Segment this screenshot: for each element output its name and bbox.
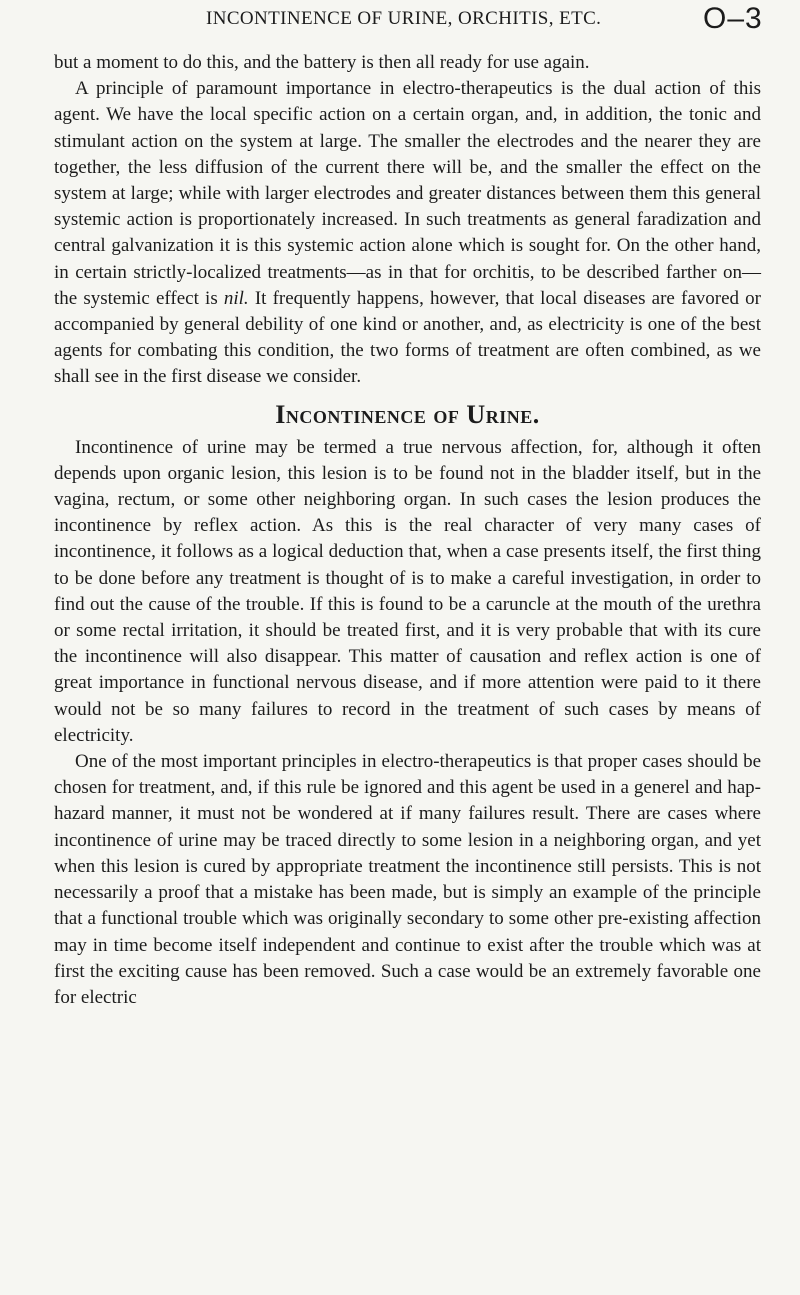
paragraph-dual-action-text-b: It frequently happens, however, that local diseases are favored or accompanied by general debility of one kind or another, and, as electricity is one of the best agents for combating this condition, the two forms of treatment are often combined, as we shall see in the first disease we consider. [54, 287, 761, 388]
page-number: O–3 [703, 2, 763, 35]
section-heading: Incontinence of Urine. [275, 399, 540, 429]
paragraph-dual-action-text-a: A principle of paramount importance in electro-therapeutics is the dual action of this agent. We have the local specific action on a certain organ, and, in addition, the tonic and stimulant action on the system at large. The smaller the electrodes and the nearer they are together, the less diffusion of the current there will be, and the smaller the effect on the system at large; while with larger electrodes and greater distances between them this general systemic action is proportionately increased. In such treatments as general faradization and central galvanization it is this systemic action alone which is sought for. On the other hand, in certain strictly-localized treatments—as in that for orchitis, to be described farther on—the systemic effect is [54, 78, 761, 309]
paragraph-principles: One of the most important principles in electro-therapeutics is that proper cases should be chosen for treatment, and, if this rule be ignored and this agent be used in a generel and hap-hazard manner, it must not be wondered at if many failures result. There are cases where incontinence of urine may be traced directly to some lesion in a neighboring organ, and yet when this lesion is cured by appropriate treatment the incontinence still persists. This is not necessarily a proof that a mistake has been made, but is simply an example of the principle that a functional trouble which was originally secondary to some other pre-existing affection may in time become itself independent and continue to exist after the trouble which was at first the exciting cause has been removed. Such a case would be an extremely favorable one for electric [54, 751, 761, 1008]
running-head-title: INCONTINENCE OF URINE, ORCHITIS, ETC. [206, 8, 602, 29]
body-text [54, 50, 761, 1011]
paragraph-dual-action [54, 76, 761, 390]
paragraph-dual-action-emphasis: nil. [223, 287, 249, 309]
paragraph-continued: but a moment to do this, and the battery is then all ready for use again. [54, 52, 590, 73]
paragraph-incontinence: Incontinence of urine may be termed a true nervous affection, for, although it often depends upon organic lesion, this lesion is to be found not in the bladder itself, but in the vagina, rectum, or some other neighboring organ. In such cases the lesion produces the incontinence by reflex action. As this is the real character of very many cases of incontinence, it follows as a logical deduction that, when a case presents itself, the first thing to be done before any treatment is thought of is to make a careful investigation, in order to find out the cause of the trouble. If this is found to be a caruncle at the mouth of the urethra or some rectal irritation, it should be treated first, and it is very probable that with its cure the incontinence will also disappear. This matter of causation and reflex action is one of great importance in functional nervous disease, and if more attention were paid to it there would not be so many failures to record in the treatment of such cases by means of electricity. [54, 436, 761, 746]
